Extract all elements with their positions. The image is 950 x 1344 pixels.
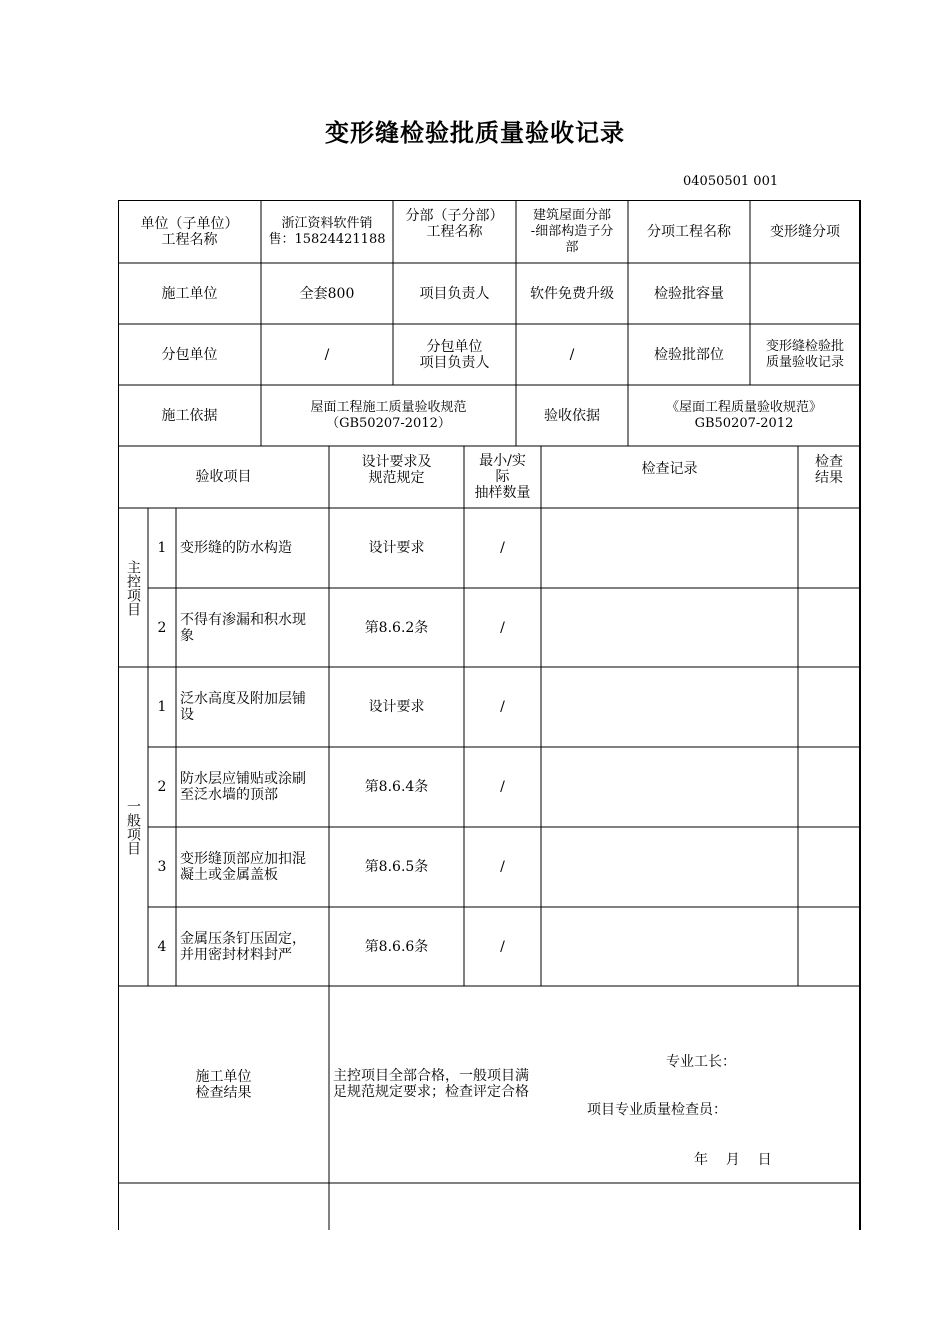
main-item-sample: / [500, 540, 505, 556]
main-item-no: 2 [157, 619, 167, 636]
general-item-sample: / [500, 859, 505, 875]
sub-pm-value: / [569, 346, 575, 363]
constructor-value: 全套800 [299, 285, 355, 302]
date-label: 年 月 日 [694, 1152, 772, 1168]
project-manager-value: 软件免费升级 [530, 285, 614, 302]
unit-name-label: 单位（子单位） 工程名称 [140, 215, 239, 248]
check-conclusion: 主控项目全部合格，一般项目满 足规范规定要求；检查评定合格 [333, 1068, 529, 1100]
record-code: 04050501 001 [683, 174, 779, 189]
main-item-requirement: 设计要求 [368, 540, 425, 556]
batch-capacity-label: 检验批容量 [654, 285, 724, 302]
general-item-sample: / [500, 699, 505, 715]
foreman-label: 专业工长： [666, 1054, 736, 1070]
sub-division-label: 分部（子分部） 工程名称 [405, 208, 504, 240]
general-item-sample: / [500, 938, 505, 955]
sub-division-value: 建筑屋面分部 -细部构造子分 部 [530, 207, 614, 255]
quality-inspector-label: 项目专业质量检查员： [587, 1102, 727, 1118]
construction-basis-value: 屋面工程施工质量验收规范 （GB50207-2012） [310, 399, 467, 431]
general-item-name: 泛水高度及附加层铺 设 [180, 691, 306, 723]
general-item-requirement: 第8.6.5条 [364, 859, 429, 875]
main-item-name: 不得有渗漏和积水现 象 [180, 611, 306, 644]
col-check-result: 检查 结果 [815, 454, 843, 486]
general-group-label: 一般项目 [125, 798, 141, 855]
project-manager-label: 项目负责人 [419, 285, 490, 302]
sub-pm-label: 分包单位 项目负责人 [419, 338, 490, 371]
page-title: 变形缝检验批质量验收记录 [325, 118, 625, 147]
general-item-sample: / [500, 779, 505, 795]
sub-item-value: 变形缝分项 [770, 223, 840, 240]
main-item-requirement: 第8.6.2条 [364, 619, 429, 636]
subcontractor-label: 分包单位 [161, 346, 218, 363]
general-item-no: 2 [157, 779, 167, 795]
general-item-requirement: 第8.6.4条 [364, 779, 429, 795]
subcontractor-value: / [324, 346, 330, 363]
general-item-name: 变形缝顶部应加扣混 凝土或金属盖板 [180, 851, 306, 883]
acceptance-basis-value: 《屋面工程质量验收规范》 GB50207-2012 [665, 399, 822, 431]
batch-capacity-value [750, 263, 860, 324]
main-item-sample: / [500, 619, 505, 636]
general-item-no: 3 [157, 859, 167, 875]
general-item-requirement: 设计要求 [368, 699, 425, 715]
col-design-requirement: 设计要求及 规范规定 [361, 454, 432, 486]
main-item-name: 变形缝的防水构造 [180, 540, 292, 556]
construction-basis-label: 施工依据 [161, 407, 218, 424]
batch-location-label: 检验批部位 [654, 346, 724, 363]
general-item-name: 防水层应铺贴或涂刷 至泛水墙的顶部 [180, 771, 306, 803]
constructor-label: 施工单位 [161, 285, 218, 302]
batch-location-value: 变形缝检验批 质量验收记录 [765, 338, 844, 370]
general-item-requirement: 第8.6.6条 [364, 938, 429, 955]
main-item-no: 1 [157, 540, 167, 556]
acceptance-basis-label: 验收依据 [544, 407, 600, 424]
general-item-no: 4 [157, 938, 167, 955]
main-control-group-label: 主控项目 [125, 559, 141, 616]
inspection-table [118, 200, 860, 1230]
general-item-no: 1 [157, 699, 167, 715]
col-acceptance-item: 验收项目 [195, 469, 252, 485]
unit-name-value: 浙江资料软件销 售：15824421188 [268, 215, 386, 247]
general-item-name: 金属压条钉压固定， 并用密封材料封严 [180, 930, 306, 963]
col-sample-count: 最小/实 际 抽样数量 [474, 453, 531, 501]
col-check-record: 检查记录 [641, 461, 698, 477]
check-result-label: 施工单位 检查结果 [195, 1068, 252, 1101]
sub-item-label: 分项工程名称 [647, 223, 731, 240]
